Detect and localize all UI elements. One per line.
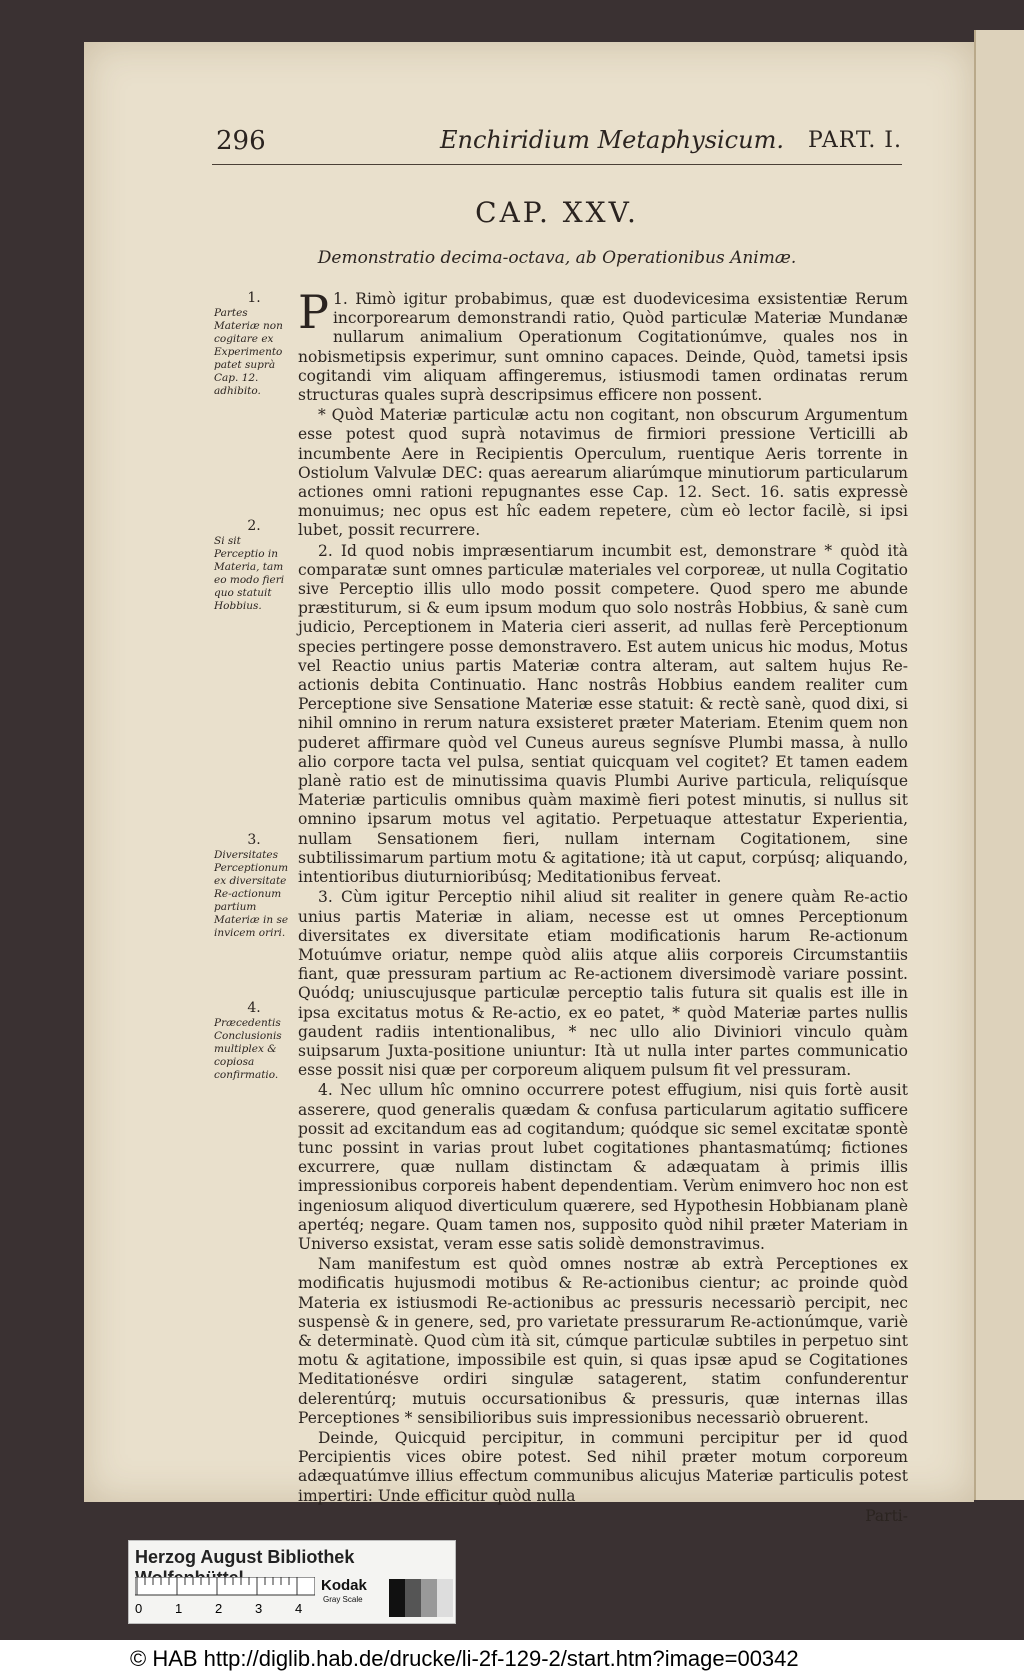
ruler-tick-3: 3 [255, 1601, 263, 1616]
library-name: Herzog August Bibliothek [135, 1547, 355, 1567]
ruler-tick-0: 0 [135, 1601, 143, 1616]
margin-note-number: 3. [247, 832, 261, 848]
margin-note-text: Diversitates Perceptionum ex diversitate Re-actionum partium Materiæ in se invicem oriri. [214, 849, 289, 939]
paragraph-5: 4. Nec ullum hîc omnino occurrere potest effugium, nisi quis fortè ausit asserere, quod generalis quædam & confusa particularum agitatio sufficere possit ad excitandum eas ad cogitandum; quódque sic semel excitatæ spontè tunc possint in varias prout lubet cogitationes phantasmatúmq; fictiones excurrere, quæ nullam distinctam & adæquatam à primis illis impressionibus corporeis habent dependentiam. Verùm enimvero hoc non est ingeniosum aliquod diverticulum quærere, sed Hypothesin Hobbianam planè apertéq; negare. Quam tamen nos, supposito quòd nihil præter Materiam in Universo exsistat, veram esse satis solidè demonstravimus. [298, 1081, 908, 1253]
chapter-subtitle: Demonstratio decima-octava, ab Operationibus Animæ. [317, 248, 797, 268]
gray-swatch-mid [421, 1579, 437, 1617]
ruler-tick-2: 2 [215, 1601, 223, 1616]
margin-note-text: Si sit Perceptio in Materia, tam eo modo fieri quo statuit Hobbius. [214, 535, 285, 612]
drop-cap: P [298, 285, 329, 339]
paragraph-3: 2. Id quod nobis impræsentiarum incumbit est, demonstrare * quòd ità comparatæ sunt omnes particulæ materiales vel corporeæ, ut nulla Cogitatio sive Perceptio illis ullo modo possit competere. Quod spero me abunde præstiturum, si & eum ipsum modum quo solo nostrâs Hobbius, & sanè cum judicio, Perceptionem in Materia cieri asserit, ad nullas ferè Perceptionum species pertingere posse demonstravero. Est autem unicus hic modus, Motus vel Reactio unius partis Materiæ contra alteram, aut saltem hujus Re-actionis debita Continuatio. Hanc nostrâs Hobbius eandem realiter cum Perceptione sive Sensatione Materiæ esse statuit: & rectè sanè, quod dixi, si nihil omnino in rerum natura exsisteret præter Materiam. Etenim quem non puderet affirmare quòd vel Cuneus aureus segnísve Plumbi massa, à nullo alio corpore tacta vel pulsa, sentiat quicquam vel cogitet? Et tamen eadem planè ratio est de minutissima quavis Plumbi Aurive particula, reliquísque Materiæ particulis omnibus quàm maximè fieri potest minutis, si nullus sit omnino ipsarum motus vel agitatio. Perpetuaque attestatur Experientia, nullam Sensationem fieri, nullam internam Cogitationem, sine subtilissimarum partium motu & agitatione; ità ut caput, corpúsq; aliquando, intentioribus diuturnioribúsq; Meditationibus ferveat. [298, 541, 908, 887]
ruler-tick-4: 4 [295, 1601, 303, 1616]
gray-swatch-light [437, 1579, 453, 1617]
paragraph-6: Nam manifestum est quòd omnes nostræ ab extrà Perceptiones ex modificatis hujusmodi motibus & Re-actionibus cientur; ac proinde quòd Materia ex istiusmodi Re-actionibus ac pressuris necessariò percipit, nec suspensè & in genere, sed, pro varietate pressurarum Re-actionúmque, variè & determinatè. Quod cùm ità sit, cúmque particulæ subtiles in perpetuo sint motu & agitatione, impossibile est quin, si quas ipsæ apud se Cogitationes Meditationésve ordiri singulæ satagerent, statim confunderentur delerentúrq; mutuis occursationibus & pressuris, quæ internas illas Perceptiones * sensibilioribus suis impressionibus necessariò obruerent. [298, 1255, 908, 1427]
margin-note-text: Partes Materiæ non cogitare ex Experimento patet suprà Cap. 12. adhibito. [214, 307, 283, 397]
main-text [298, 285, 908, 1526]
page-number: 296 [216, 126, 266, 156]
footer-url[interactable]: © HAB http://diglib.hab.de/drucke/li-2f-129-2/start.htm?image=00342 [130, 1646, 799, 1671]
running-header [212, 124, 902, 165]
gray-swatch-black [389, 1579, 405, 1617]
kodak-logo: Kodak [321, 1577, 367, 1594]
paragraph-1: P 1. Rimò igitur probabimus, quæ est duodevicesima exsistentiæ Rerum incorporearum demonstrandi ratio, Quòd particulæ Materiæ Mundanæ nullarum animalium Operationum Cogitationúmve, quales nos in nobismetipsis experimur, sunt omnino capaces. Deinde, Quòd, tametsi ipsis cogitandi vim aliquam affingeremus, istiusmodi tamen ordinatas rerum structuras quales suprà descripsimus efficere non possent. [298, 285, 908, 405]
part-label: PART. I. [808, 128, 902, 153]
library-label [128, 1540, 456, 1624]
margin-note-1 [214, 292, 294, 398]
gray-scale-label: Gray Scale [323, 1595, 363, 1604]
ruler-scale [135, 1577, 315, 1619]
margin-note-2 [214, 520, 294, 613]
paragraph-7: Deinde, Quicquid percipitur, in communi percipitur per id quod Percipientis vices obire potest. Sed nihil præter motum corporeum adæquatúmve illius effectum communibus alicujus Materiæ particulis potest impertiri: Unde efficitur quòd nulla [298, 1428, 908, 1505]
footer-bar [0, 1640, 1024, 1680]
margin-note-text: Præcedentis Conclusionis multiplex & copiosa confirmatio. [214, 1017, 282, 1081]
catchword: Parti- [865, 1506, 908, 1525]
margin-note-4 [214, 1002, 294, 1082]
margin-note-number: 4. [247, 1000, 261, 1016]
margin-note-number: 1. [247, 290, 261, 306]
paragraph-4: 3. Cùm igitur Perceptio nihil aliud sit realiter in genere quàm Re-actio unius partis Materiæ in aliam, necesse est ut omnes Perceptionum diversitates ex diversitate etiam modificationis harum Re-actionum Motuúmve oriatur, nempe quòd aliis atque aliis corporeis Circumstantiis fiant, quæ pressuram partium ac Re-actionem diversimodè variare possint. Quódq; uniuscujusque particulæ perceptio talis futura sit qualis est ille in ipsa excitatus motus & Re-actio, ex eo patet, * quòd Materiæ partes nullis gaudent radiis intentionalibus, * nec ullo alio Diviniori vinculo quàm suipsarum Juxta-positione uniuntur: Ità ut nulla inter partes communicatio esse possit nisi quæ per corporeum aliquem pulsum fit vel pressuram. [298, 888, 908, 1080]
chapter-title: CAP. XXV. [475, 196, 639, 229]
running-title: Enchiridium Metaphysicum. [440, 126, 784, 154]
ruler-tick-1: 1 [175, 1601, 183, 1616]
adjacent-page-edge [974, 30, 1024, 1500]
margin-note-number: 2. [247, 518, 261, 534]
paragraph-2: * Quòd Materiæ particulæ actu non cogitant, non obscurum Argumentum esse potest quod suprà notavimus de firmiori pressione Verticilli ab incumbente Aere in Recipientis Operculum, ruentique Aeris torrente in Ostiolum Valvulæ DEC: quas aerearum aliarúmque minutiorum particularum actiones omni rationi repugnantes esse Cap. 12. Sect. 16. satis expressè monuimus; nec opus est hîc eadem repetere, cùm eò lector facilè, si ipsi lubet, possit recurrere. [298, 406, 908, 540]
gray-swatch-dark [405, 1579, 421, 1617]
margin-note-3 [214, 834, 294, 940]
